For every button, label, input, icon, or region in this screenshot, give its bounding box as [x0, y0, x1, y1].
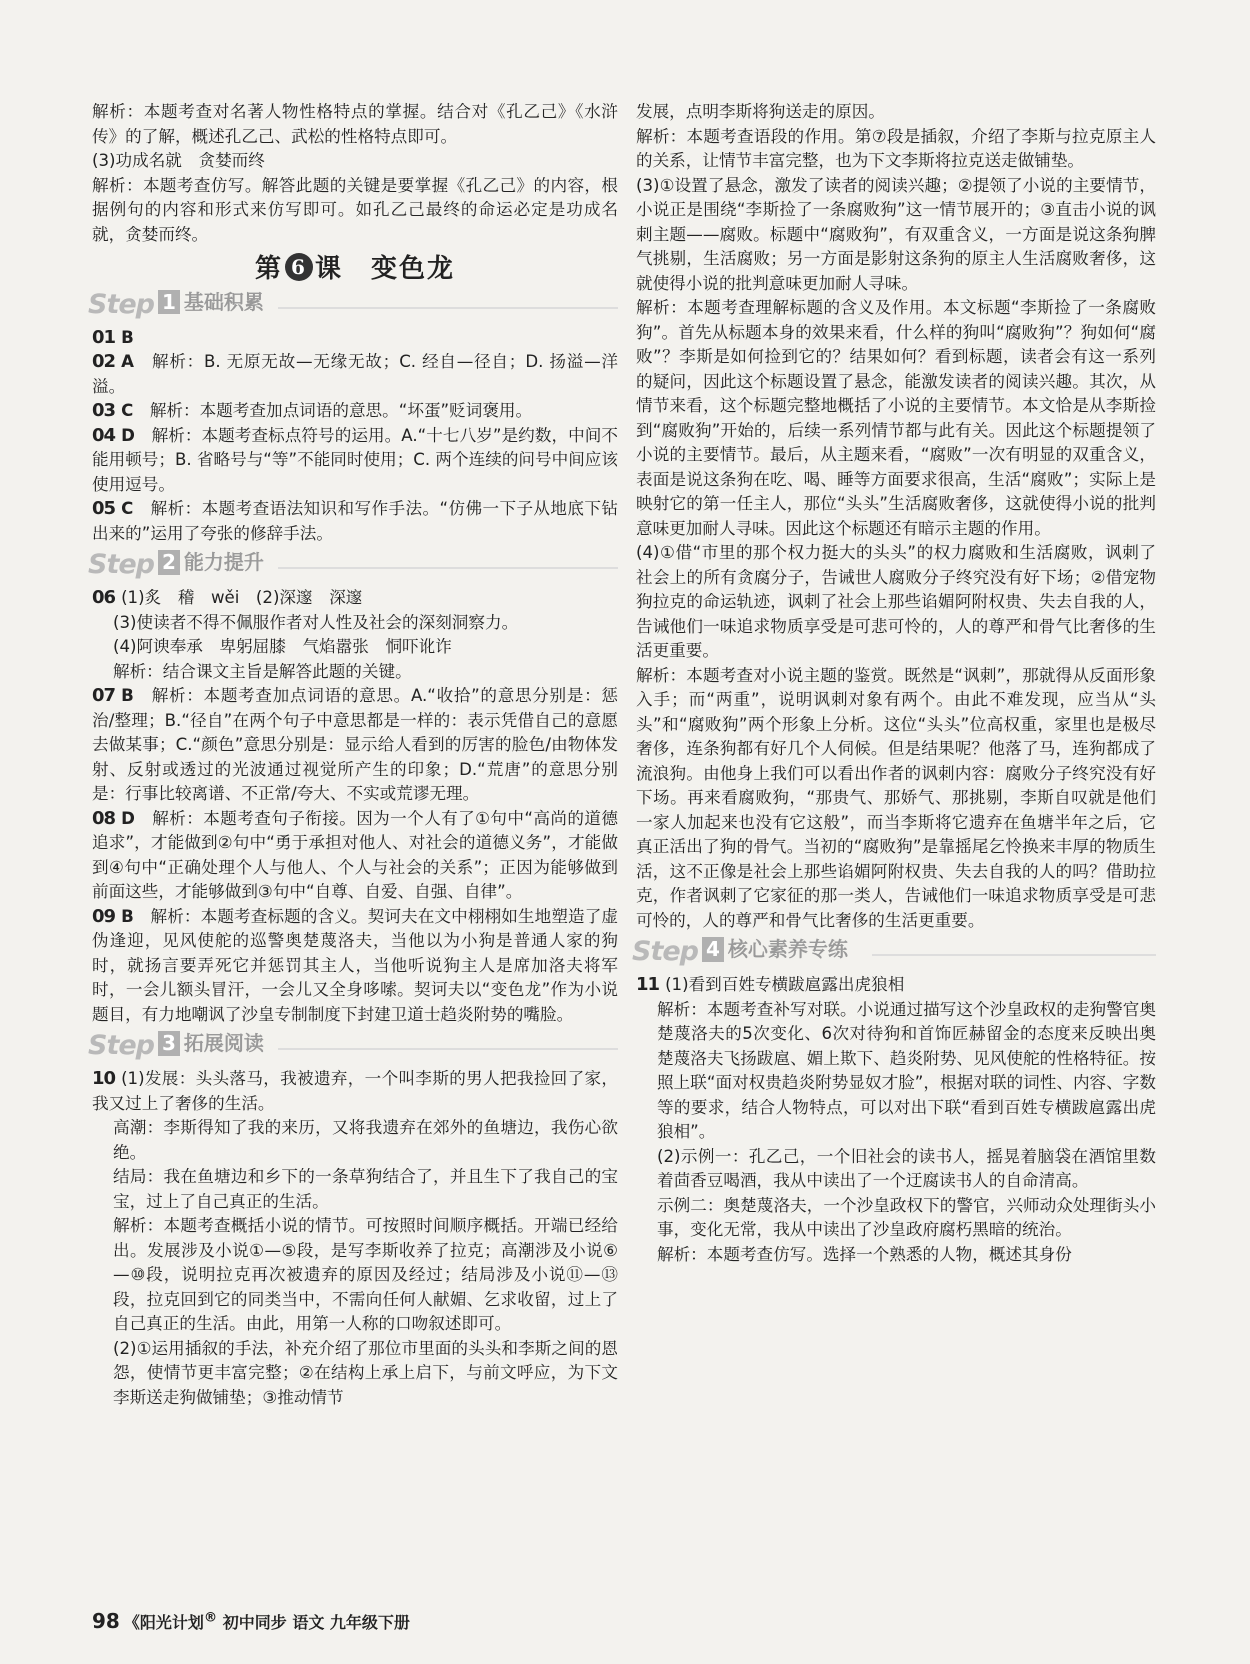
- question-06: 06 (1)炙 稽 wěi (2)深邃 深邃: [92, 587, 363, 608]
- paragraph: 示例二：奥楚蔑洛夫，一个沙皇政权下的警官，兴师动众处理街头小事，变化无常，我从中读出了沙皇政府腐朽黑暗的统治。: [657, 1195, 1156, 1239]
- paragraph: 解析：本题考查补写对联。小说通过描写这个沙皇政权的走狗警官奥楚蔑洛夫的5次变化、6次对待狗和首饰匠赫留金的态度来反映出奥楚蔑洛夫飞扬跋扈、媚上欺下、趋炎附势、见风使舵的性格特征。按照上联“面对权贵趋炎附势显奴才脸”，根据对联的词性、内容、字数等的要求，结合人物特点，可以对出下联“看到百姓专横跋扈露出虎狼相”。: [657, 999, 1156, 1141]
- paragraph: 解析：本题考查语段的作用。第⑦段是插叙，介绍了李斯与拉克原主人的关系，让情节丰富完整，也为下文李斯将拉克送走做铺垫。: [636, 126, 1156, 170]
- question-02: 02 A 解析：B. 无原无故—无缘无故；C. 经自—径自；D. 扬溢—洋溢。: [92, 351, 618, 396]
- paragraph: (2)示例一：孔乙己，一个旧社会的读书人，摇晃着脑袋在酒馆里数着茴香豆喝酒，我从中读出了一个迂腐读书人的自命清高。: [657, 1146, 1156, 1190]
- question-04: 04 D 解析：本题考查标点符号的运用。A.“十七八岁”是约数，中间不能用顿号；B. 省略号与“等”不能同时使用；C. 两个连续的问号中间应该使用逗号。: [92, 424, 619, 494]
- paragraph: 发展，点明李斯将狗送走的原因。: [636, 102, 885, 121]
- book-title: 初中同步 语文 九年级下册: [222, 1613, 410, 1632]
- paragraph: 解析：本题考查对名著人物性格特点的掌握。结合对《孔乙己》《水浒传》的了解，概述孔乙己、武松的性格特点即可。: [92, 102, 618, 146]
- paragraph: 解析：本题考查概括小说的情节。可按照时间顺序概括。开端已经给出。发展涉及小说①—⑤段，是写李斯收养了拉克；高潮涉及小说⑥—⑩段，说明拉克再次被遗弃的原因及经过；结局涉及小说⑪—⑬段，拉克回到它的同类当中，不需向任何人献媚、乞求收留，过上了自己真正的生活。由此，用第一人称的口吻叙述即可。: [113, 1216, 618, 1333]
- step-4-header: Step 4 核心素养专练: [632, 937, 1156, 969]
- paragraph: 解析：本题考查对小说主题的鉴赏。既然是“讽刺”，那就得从反面形象入手；而“两重”，说明讽刺对象有两个。由此不难发现，应当从“头头”和“腐败狗”两个形象上分析。这位“头头”位高权重，家里也是极尽奢侈，连条狗都有好几个人伺候。但是结果呢？他落了马，连狗都成了流浪狗。由他身上我们可以看出作者的讽刺内容：腐败分子终究没有好下场。再来看腐败狗，“那贵气、那娇气、那挑剔，李斯自叹就是他们一家人加起来也没有它这般”，而当李斯将它遗弃在鱼塘半年之后，它真正活出了狗的骨气。当初的“腐败狗”是靠摇尾乞怜换来丰厚的物质生活，这不正像是社会上那些谄媚阿附权贵、失去自我的人的吗？借助拉克，作者讽刺了它家征的那一类人，告诫他们一味追求物质享受是可悲可怜的，人的尊严和骨气比奢侈的生活更重要。: [636, 665, 1156, 930]
- paragraph: 结局：我在鱼塘边和乡下的一条草狗结合了，并且生下了我自己的宝宝，过上了自己真正的生活。: [113, 1167, 618, 1211]
- question-10: 10 (1)发展：头头落马，我被遗弃，一个叫李斯的男人把我捡回了家，我又过上了奢侈的生活。: [92, 1068, 618, 1113]
- paragraph: (3)功成名就 贪婪而终: [92, 151, 265, 170]
- paragraph: (2)①运用插叙的手法，补充介绍了那位市里面的头头和李斯之间的恩怨，使情节更丰富完整；②在结构上承上启下，与前文呼应，为下文李斯送走狗做铺垫；③推动情节: [113, 1338, 618, 1407]
- paragraph: 解析：本题考查理解标题的含义及作用。本文标题“李斯捡了一条腐败狗”。首先从标题本身的效果来看，什么样的狗叫“腐败狗”？狗如何“腐败”？李斯是如何捡到它的？结果如何？看到标题，读者会有这一系列的疑问，因此这个标题设置了悬念，能激发读者的阅读兴趣。其次，从情节来看，这个标题完整地概括了小说的主要情节。本文恰是从李斯捡到“腐败狗”开始的，后续一系列情节都与此有关。因此这个标题提领了小说的主要情节。最后，从主题来看，“腐败”一次有明显的双重含义，表面是说这条狗在吃、喝、睡等方面要求很高，生活“腐败”；实际上是映射它的第一任主人，那位“头头”生活腐败奢侈，这就使得小说的批判意味更加耐人寻味。因此这个标题还有暗示主题的作用。: [636, 298, 1156, 538]
- question-03: 03 C 解析：本题考查加点词语的意思。“坏蛋”贬词褒用。: [92, 400, 533, 421]
- page-footer: 98 《阳光计划® 初中同步 语文 九年级下册: [92, 1609, 410, 1633]
- step-2-header: Step 2 能力提升: [88, 550, 618, 582]
- paragraph: (4)阿谀奉承 卑躬屈膝 气焰嚣张 恫吓讹诈: [113, 637, 452, 656]
- paragraph: (3)使读者不得不佩服作者对人性及社会的深刻洞察力。: [113, 612, 519, 632]
- question-11: 11 (1)看到百姓专横跋扈露出虎狼相: [636, 974, 905, 995]
- right-column: [632, 100, 1156, 1267]
- brand-name: 阳光计划: [139, 1613, 204, 1632]
- question-09: 09 B 解析：本题考查标题的含义。契诃夫在文中栩栩如生地塑造了虚伪逢迎，见风使舵的巡警奥楚蔑洛夫，当他以为小狗是普通人家的狗时，就扬言要弄死它并惩罚其主人，当他听说狗主人是席加洛夫将军时，一会儿额头冒汗，一会儿又全身哆嗦。契诃夫以“变色龙”作为小说题目，有力地嘲讽了沙皇专制制度下封建卫道士趋炎附势的嘴脸。: [92, 905, 619, 1024]
- paragraph: 解析：本题考查仿写。解答此题的关键是要掌握《孔乙己》的内容，根据例句的内容和形式来仿写即可。如孔乙己最终的命运必定是功成名就，贪婪而终。: [92, 175, 618, 244]
- paragraph: (4)①借“市里的那个权力挺大的头头”的权力腐败和生活腐败，讽刺了社会上的所有贪腐分子，告诫世人腐败分子终究没有好下场；②借宠物狗拉克的命运轨迹，讽刺了社会上那些谄媚阿附权贵、失去自我的人，告诫他们一味追求物质享受是可悲可怜的，人的尊严和骨气比奢侈的生活更重要。: [636, 543, 1156, 660]
- paragraph: 高潮：李斯得知了我的来历，又将我遗弃在郊外的鱼塘边，我伤心欲绝。: [113, 1118, 618, 1162]
- paragraph: 解析：结合课文主旨是解答此题的关键。: [113, 661, 412, 681]
- lesson-title: 第 6 课 变色龙: [254, 254, 456, 284]
- paragraph: (3)①设置了悬念，激发了读者的阅读兴趣；②提领了小说的主要情节，小说正是围绕“李斯捡了一条腐败狗”这一情节展开的；③直击小说的讽刺主题——腐败。标题中“腐败狗”，有双重含义，一方面是说这条狗脾气挑剔，生活腐败；另一方面是影射这条狗的原主人生活腐败奢侈，这就使得小说的批判意味更加耐人寻味。: [636, 175, 1156, 293]
- question-01: 01 B: [92, 326, 134, 348]
- double-chevron-icon: 《: [123, 1613, 140, 1632]
- step-3-header: Step 3 拓展阅读: [88, 1031, 618, 1063]
- step-1-header: Step 1 基础积累: [88, 290, 618, 322]
- left-column: [88, 100, 619, 1410]
- lesson-number-badge: 6: [285, 253, 313, 281]
- question-07: 07 B 解析：本题考查加点词语的意思。A.“收拾”的意思分别是：惩治/整理；B.“径自”在两个句子中意思都是一样的：表示凭借自己的意愿去做某事；C.“颜色”意思分别是：显示给人看到的厉害的脸色/由物体发射、反射或透过的光波通过视觉所产生的印象；D.“荒唐”的意思分别是：行事比较离谱、不正常/夸大、不实或荒谬无理。: [92, 685, 619, 803]
- question-08: 08 D 解析：本题考查句子衔接。因为一个人有了①句中“高尚的道德追求”，才能做到②句中“勇于承担对他人、对社会的道德义务”，才能做到④句中“正确处理个人与他人、个人与社会的关系”；正因为能够做到前面这些，才能够做到③句中“自尊、自爱、自强、自律”。: [92, 807, 618, 901]
- paragraph: 解析：本题考查仿写。选择一个熟悉的人物，概述其身份: [657, 1244, 1072, 1264]
- question-05: 05 C 解析：本题考查语法知识和写作手法。“仿佛一下子从地底下钻出来的”运用了夸张的修辞手法。: [92, 498, 618, 543]
- page-number: 98: [92, 1609, 120, 1633]
